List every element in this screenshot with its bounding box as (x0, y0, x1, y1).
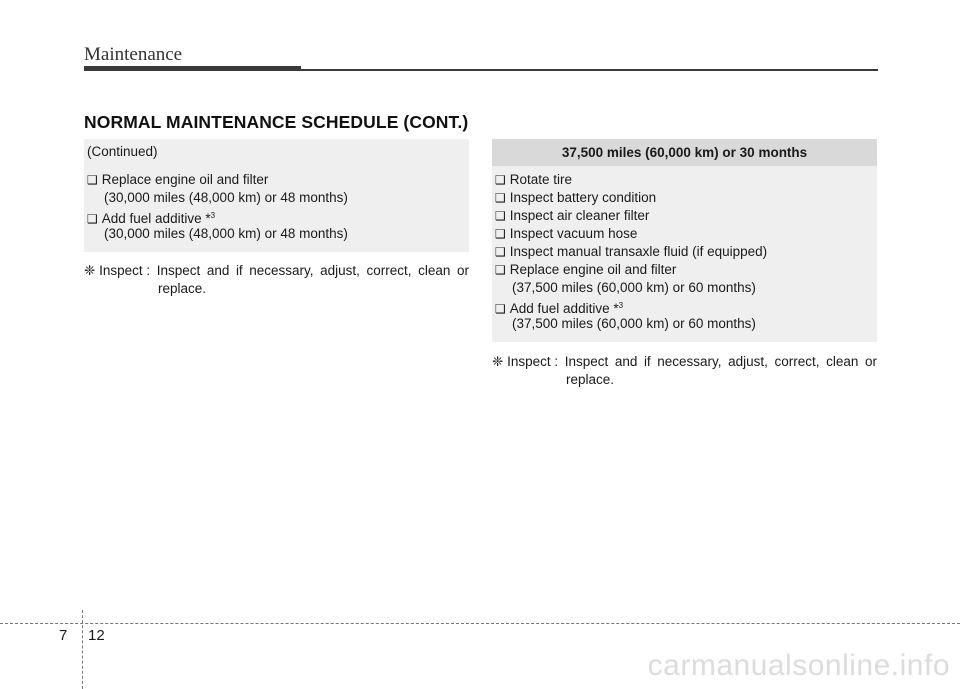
right-schedule-box (492, 166, 877, 342)
note-word: or (456, 263, 469, 278)
checkbox-icon: ❑ (495, 209, 506, 223)
list-item (495, 207, 877, 225)
note-word: and (206, 263, 230, 278)
footer-page-divider (82, 610, 83, 689)
chapter-number: 7 (59, 627, 68, 644)
note-term: Inspect (507, 354, 551, 369)
checkbox-icon: ❑ (495, 302, 506, 316)
note-word: or (864, 354, 877, 369)
item-detail: (37,500 miles (60,000 km) or 60 months) (512, 280, 756, 295)
note-symbol-icon: ❈ (84, 263, 96, 278)
list-item (495, 171, 877, 189)
list-item (87, 171, 469, 189)
note-word: adjust, (728, 354, 768, 369)
note-sep: : (146, 263, 151, 278)
item-label: Replace engine oil and filter (101, 172, 269, 187)
item-label: Inspect manual transaxle fluid (if equipped) (509, 244, 768, 259)
list-item (495, 297, 877, 315)
list-item (495, 243, 877, 261)
note-word: if (235, 263, 243, 278)
item-label: Rotate tire (509, 172, 573, 187)
checkbox-icon: ❑ (495, 263, 506, 277)
right-schedule-heading: 37,500 miles (60,000 km) or 30 months (492, 139, 877, 166)
item-label: Add fuel additive * (509, 301, 619, 316)
note-word: clean (418, 263, 451, 278)
note-term: Inspect (99, 263, 143, 278)
note-word: adjust, (320, 263, 360, 278)
checkbox-icon: ❑ (87, 212, 98, 226)
note-word: necessary, (249, 263, 314, 278)
watermark: carmanualsonline.info (647, 649, 950, 682)
note-word: if (643, 354, 651, 369)
note-word: correct, (774, 354, 820, 369)
page-heading: NORMAL MAINTENANCE SCHEDULE (CONT.) (84, 112, 469, 132)
item-detail: (30,000 miles (48,000 km) or 48 months) (104, 226, 348, 241)
header-rule-thick (84, 66, 301, 71)
item-label: Inspect air cleaner filter (509, 208, 650, 223)
list-item (495, 261, 877, 279)
checkbox-icon: ❑ (87, 173, 98, 187)
item-label: Add fuel additive * (101, 211, 211, 226)
note-word: correct, (366, 263, 412, 278)
checkbox-icon: ❑ (495, 191, 506, 205)
checkbox-icon: ❑ (495, 245, 506, 259)
inspect-note-left (84, 262, 469, 298)
note-lead (492, 353, 558, 371)
section-title: Maintenance (84, 44, 183, 65)
footnote-mark: 3 (210, 211, 216, 220)
list-item (495, 225, 877, 243)
page-number: 12 (88, 627, 105, 644)
note-lead (84, 262, 150, 280)
list-item (495, 189, 877, 207)
left-schedule-box (84, 139, 469, 252)
note-sep: : (554, 354, 559, 369)
note-word: and (614, 354, 638, 369)
inspect-note-right (492, 353, 877, 389)
note-continuation: replace. (158, 281, 207, 296)
item-label: Inspect battery condition (509, 190, 657, 205)
item-label: Replace engine oil and filter (509, 262, 677, 277)
note-word: Inspect (156, 263, 201, 278)
note-word: clean (826, 354, 859, 369)
note-word: Inspect (564, 354, 609, 369)
note-symbol-icon: ❈ (492, 354, 504, 369)
list-item (87, 207, 469, 225)
checkbox-icon: ❑ (495, 227, 506, 241)
checkbox-icon: ❑ (495, 173, 506, 187)
item-label: Inspect vacuum hose (509, 226, 638, 241)
continued-label: (Continued) (87, 144, 158, 159)
header-rule-thin (301, 69, 878, 71)
footer-divider (0, 623, 960, 624)
item-detail: (30,000 miles (48,000 km) or 48 months) (104, 190, 348, 205)
note-word: necessary, (657, 354, 722, 369)
note-continuation: replace. (566, 372, 615, 387)
item-detail: (37,500 miles (60,000 km) or 60 months) (512, 316, 756, 331)
footnote-mark: 3 (618, 301, 624, 310)
